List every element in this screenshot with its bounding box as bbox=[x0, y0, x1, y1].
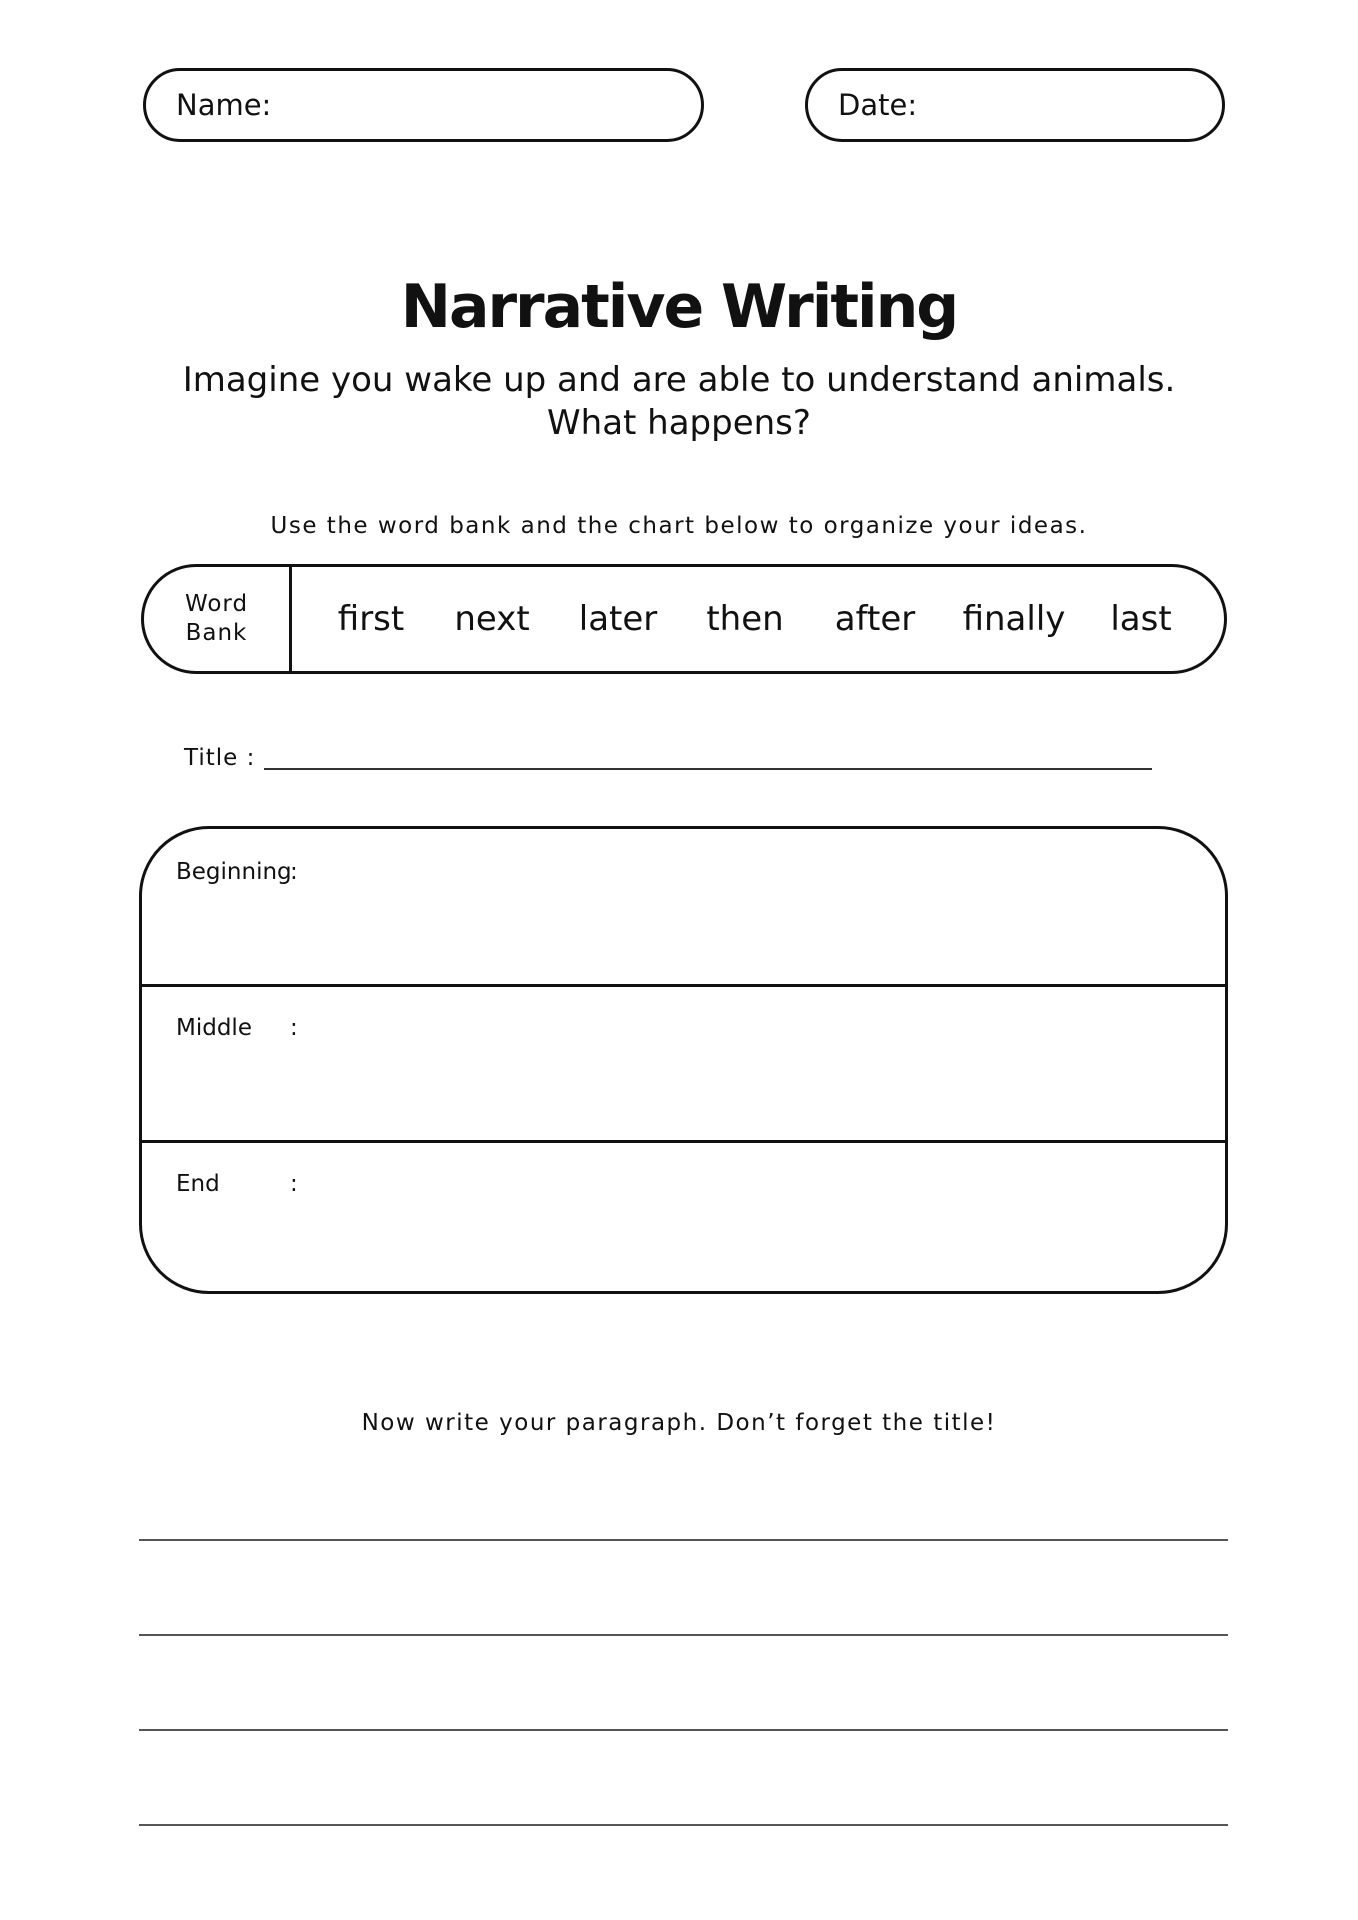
word-bank-label-line-1: Word bbox=[184, 591, 249, 617]
word-bank-word: then bbox=[706, 599, 784, 639]
paragraph-write-line[interactable] bbox=[139, 1729, 1228, 1731]
word-bank-word: after bbox=[834, 599, 916, 639]
title-write-line[interactable] bbox=[264, 768, 1152, 770]
name-label: Name: bbox=[176, 88, 272, 122]
word-bank-word: next bbox=[454, 599, 530, 639]
title-label: Title : bbox=[184, 745, 256, 771]
middle-label: Middle bbox=[176, 1015, 252, 1041]
beginning-colon: : bbox=[290, 859, 298, 885]
middle-section[interactable] bbox=[142, 987, 1225, 1140]
word-bank-word: finally bbox=[962, 599, 1066, 639]
name-field[interactable] bbox=[143, 68, 704, 142]
end-colon: : bbox=[290, 1171, 298, 1197]
end-label: End bbox=[176, 1171, 220, 1197]
word-bank bbox=[141, 564, 1227, 674]
date-label: Date: bbox=[838, 88, 918, 122]
paragraph-instruction: Now write your paragraph. Don’t forget the title! bbox=[361, 1410, 997, 1436]
paragraph-write-line[interactable] bbox=[139, 1824, 1228, 1826]
word-bank-word: first bbox=[337, 599, 405, 639]
date-field[interactable] bbox=[805, 68, 1225, 142]
end-section[interactable] bbox=[142, 1143, 1225, 1291]
word-bank-label-line-2: Bank bbox=[185, 620, 248, 646]
word-bank-word: later bbox=[578, 599, 658, 639]
middle-colon: : bbox=[290, 1015, 298, 1041]
word-bank-label bbox=[144, 567, 292, 671]
prompt-line-2: What happens? bbox=[547, 403, 811, 443]
beginning-section[interactable] bbox=[142, 829, 1225, 984]
word-bank-word: last bbox=[1110, 599, 1172, 639]
paragraph-write-line[interactable] bbox=[139, 1539, 1228, 1541]
beginning-label: Beginning bbox=[176, 859, 292, 885]
story-chart bbox=[139, 826, 1228, 1294]
paragraph-write-line[interactable] bbox=[139, 1634, 1228, 1636]
organize-instruction: Use the word bank and the chart below to organize your ideas. bbox=[270, 513, 1088, 539]
prompt-line-1: Imagine you wake up and are able to understand animals. bbox=[182, 360, 1176, 400]
worksheet-title: Narrative Writing bbox=[400, 272, 958, 342]
